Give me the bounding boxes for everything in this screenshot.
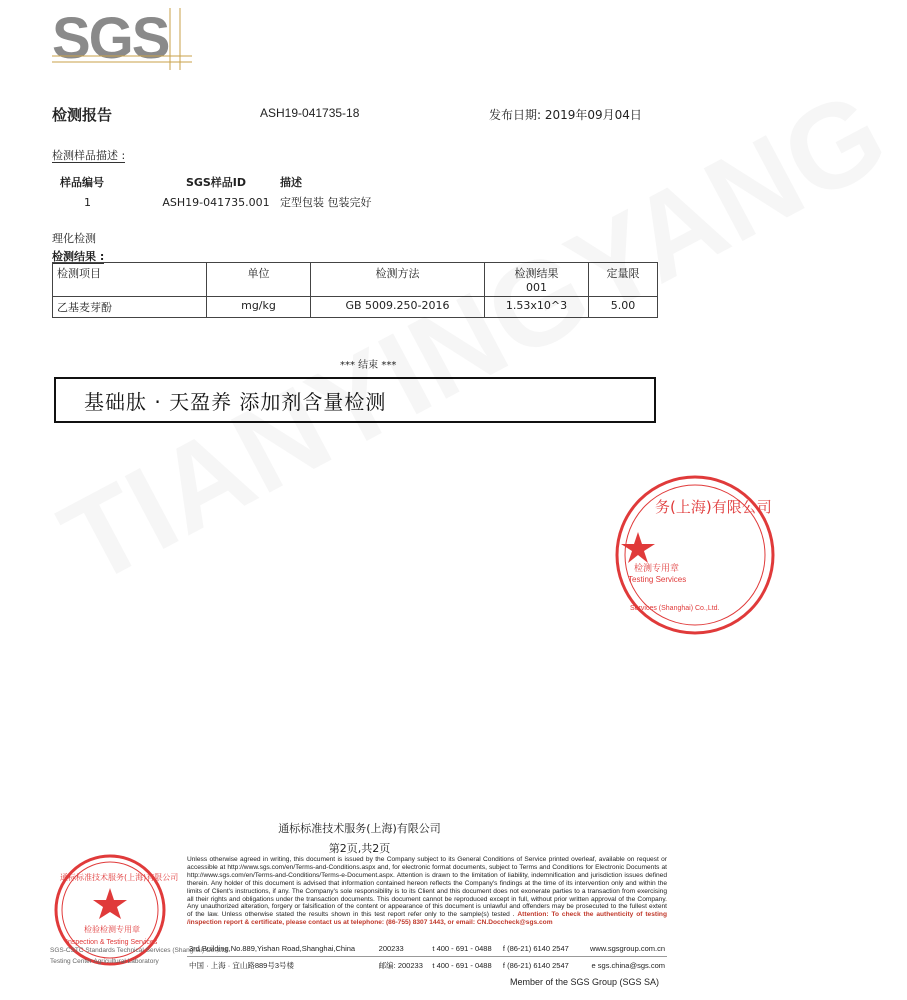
test-category: 理化检测 bbox=[52, 232, 96, 245]
fax-cn: f (86-21) 6140 2547 bbox=[502, 961, 569, 970]
cell-unit: mg/kg bbox=[207, 297, 311, 318]
star-icon bbox=[621, 532, 655, 563]
address-en: 3rd Building,No.889,Yishan Road,Shanghai,China bbox=[187, 941, 377, 957]
sample-desc: 定型包装 包装完好 bbox=[280, 196, 372, 209]
cell-item: 乙基麦芽酚 bbox=[53, 297, 207, 318]
logo-text: SGS bbox=[52, 6, 169, 71]
sample-col-no: 样品编号 bbox=[60, 176, 104, 189]
report-number: ASH19-041735-18 bbox=[260, 106, 360, 120]
cell-loq: 5.00 bbox=[589, 297, 658, 318]
sample-section-label: 检测样品描述 : bbox=[52, 149, 126, 162]
logo-grid-lines bbox=[52, 8, 192, 70]
postcode-cn: 邮编: 200233 bbox=[378, 961, 423, 970]
phone-cn: t 400 - 691 - 0488 bbox=[432, 961, 492, 970]
col-result: 检测结果 001 bbox=[485, 263, 589, 297]
fax-en: f (86-21) 6140 2547 bbox=[501, 941, 579, 957]
stamp-right-line-0: 务(上海)有限公司 bbox=[655, 498, 772, 516]
issue-date: 发布日期: 2019年09月04日 bbox=[489, 108, 642, 122]
stamp-right-line-3: Services (Shanghai) Co.,Ltd. bbox=[630, 605, 720, 612]
cell-method: GB 5009.250-2016 bbox=[311, 297, 485, 318]
address-table bbox=[187, 941, 667, 974]
sample-info-table bbox=[60, 172, 372, 212]
stamp-left-line-1: 检验检测专用章 bbox=[84, 925, 140, 934]
seal-stamp-right bbox=[600, 470, 772, 640]
report-title: 检测报告 bbox=[52, 106, 113, 124]
stamp-right-line-2: Testing Services bbox=[628, 575, 687, 584]
footer-entity: SGS-CSTC Standards Technical Services (Shanghai) Co.,Ltd. Testing Center Agricultural Laboratory bbox=[50, 947, 229, 965]
member-text: Member of the SGS Group (SGS SA) bbox=[510, 977, 660, 987]
postcode-en: 200233 bbox=[377, 941, 431, 957]
stamp-right-line-1: 检测专用章 bbox=[634, 564, 680, 574]
address-cn: 中国 · 上海 · 宜山路889号3号楼 bbox=[189, 961, 295, 970]
star-icon bbox=[93, 888, 127, 919]
stamp-left-line-0: 通标标准技术服务(上海)有限公司 bbox=[60, 873, 179, 882]
result-sample-id: 001 bbox=[526, 281, 547, 294]
terms-text: Unless otherwise agreed in writing, this document is issued by the Company subject to its General Conditions of Service printed overleaf, available on request or accessible at http://www.sgs.com/en/Terms-and-Conditions.aspx and, for electronic format documents, subject to Terms and Conditions for Electronic Documents at http://www.sgs.com/en/Terms-and-Conditions/Terms-e-Document.aspx. Attention is drawn to the limitation of liability, indemnification and jurisdiction issues defined therein. Any holder of this document is advised that information contained hereon reflects the Company's findings at the time of its intervention only and within the limits of Client's instructions, if any. The Company's sole responsibility is to its Client and this document does not exonerate parties to a transaction from exercising all their rights and obligations under the transaction documents. This document cannot be reproduced except in full, without prior written approval of the Company. Any unauthorized alteration, forgery or falsification of the content or appearance of this document is unlawful and offenders may be prosecuted to the fullest extent of the law. Unless otherwise stated the results shown in this test report refer only to the sample(s) tested . Attention: To check the authenticity of testing /inspection report & certificate, please contact us at telephone: (86-755) 8307 1443, or email: CN.Doccheck@sgs.com bbox=[187, 856, 667, 927]
sample-col-desc: 描述 bbox=[280, 176, 302, 189]
attention-text: Attention: To check the authenticity of testing /inspection report & certificate, please contact us at telephone: (86-755) 8307 1443, or email: CN.Doccheck@sgs.com bbox=[187, 911, 667, 927]
col-loq: 定量限 bbox=[589, 263, 658, 297]
page-number: 第2页,共2页 bbox=[328, 842, 391, 855]
email-link[interactable]: e sgs.china@sgs.com bbox=[591, 961, 665, 970]
sample-col-id: SGS样品ID bbox=[185, 176, 247, 189]
cell-result: 1.53x10^3 bbox=[485, 297, 589, 318]
sgs-logo bbox=[52, 8, 192, 70]
website-link[interactable]: www.sgsgroup.com.cn bbox=[579, 941, 667, 957]
sample-no: 1 bbox=[84, 195, 91, 209]
product-banner: 基础肽 · 天盈养 添加剂含量检测 bbox=[54, 377, 656, 423]
col-item: 检测项目 bbox=[53, 263, 207, 297]
footer-company: 通标标准技术服务(上海)有限公司 bbox=[278, 822, 441, 835]
end-marker: *** 结束 *** bbox=[340, 360, 397, 371]
phone-en: t 400 - 691 - 0488 bbox=[430, 941, 500, 957]
col-method: 检测方法 bbox=[311, 263, 485, 297]
stamp-left-line-2: Inspection & Testing Services bbox=[66, 939, 158, 946]
sample-id: ASH19-041735.001 bbox=[162, 195, 270, 209]
results-label: 检测结果 : bbox=[52, 250, 105, 263]
col-unit: 单位 bbox=[207, 263, 311, 297]
watermark bbox=[40, 63, 907, 612]
